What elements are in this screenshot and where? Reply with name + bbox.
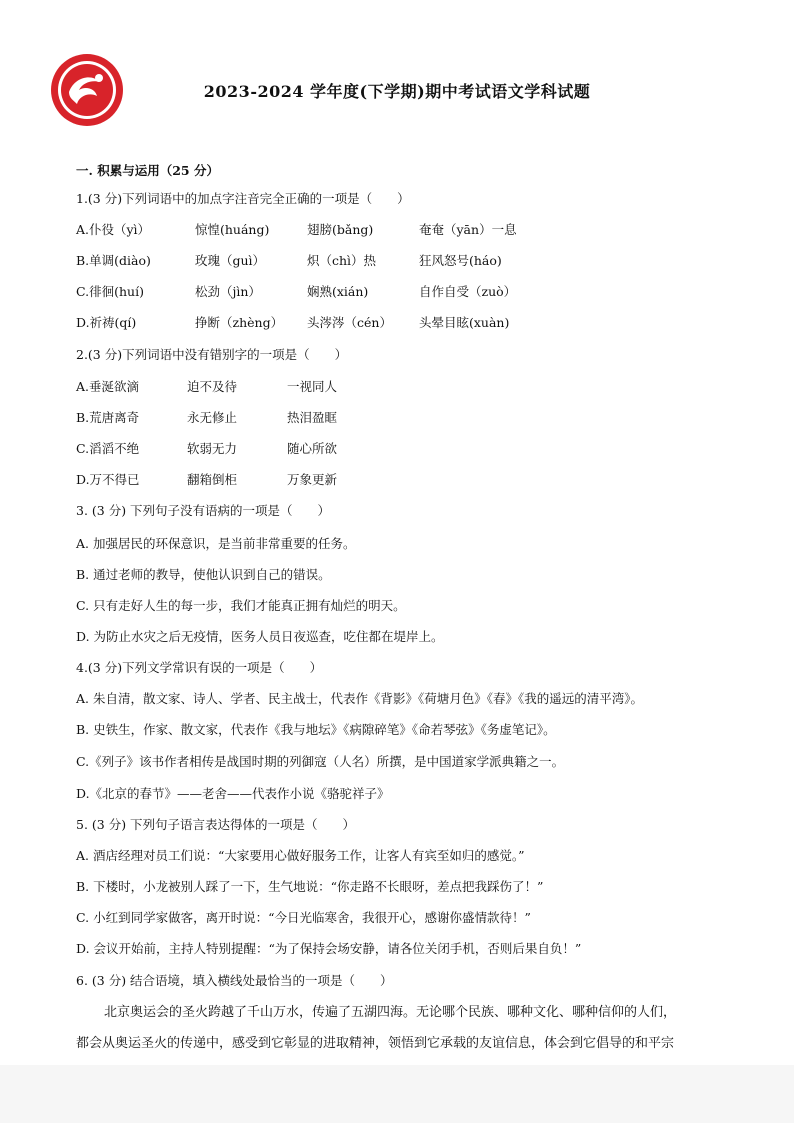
q1-option-a-4: 奄奄（yān）一息 xyxy=(419,222,517,237)
q1-option-a-2: 惊惶(huáng) xyxy=(195,222,270,237)
q5-option-d: D. 会议开始前，主持人特别提醒：“为了保持会场安静，请各位关闭手机，否则后果自负！” xyxy=(76,941,582,956)
q3-option-c: C. 只有走好人生的每一步，我们才能真正拥有灿烂的明天。 xyxy=(76,598,406,613)
q1-option-d-3: 头涔涔（cén） xyxy=(307,315,392,330)
q1-option-d-2: 挣断（zhèng） xyxy=(195,315,284,330)
q3-option-b: B. 通过老师的教导，使他认识到自己的错误。 xyxy=(76,567,331,582)
q2-option-d-3: 万象更新 xyxy=(287,472,338,487)
q1-option-c-3: 娴熟(xián) xyxy=(307,284,369,299)
question-2-stem: 2.(3 分)下列词语中没有错别字的一项是（ ） xyxy=(76,347,348,362)
q3-option-a: A. 加强居民的环保意识，是当前非常重要的任务。 xyxy=(76,536,356,551)
q1-option-c-4: 自作自受（zuò） xyxy=(419,284,517,299)
q6-passage-line-1: 北京奥运会的圣火跨越了千山万水，传遍了五湖四海。无论哪个民族、哪种文化、哪种信仰的人们， xyxy=(104,1005,677,1020)
q2-option-b-3: 热泪盈眶 xyxy=(287,410,338,425)
q1-option-b-1: B.单调(diào) xyxy=(76,253,151,268)
question-4-stem: 4.(3 分)下列文学常识有误的一项是（ ） xyxy=(76,660,323,675)
q1-option-b-3: 炽（chì）热 xyxy=(307,253,377,268)
q4-option-a: A. 朱自清，散文家、诗人、学者、民主战士，代表作《背影》《荷塘月色》《春》《我的遥远的清平湾》。 xyxy=(76,691,643,706)
q2-option-c-2: 软弱无力 xyxy=(187,441,238,456)
q1-option-c-1: C.徘徊(huí) xyxy=(76,284,144,299)
q5-option-a: A. 酒店经理对员工们说：“大家要用心做好服务工作，让客人有宾至如归的感觉。” xyxy=(76,848,525,863)
q1-option-b-2: 玫瑰（guì） xyxy=(195,253,266,268)
q1-option-b-4: 狂风怒号(háo) xyxy=(419,253,502,268)
q4-option-d: D.《北京的春节》——老舍——代表作小说《骆驼祥子》 xyxy=(76,786,390,801)
q2-option-a-1: A.垂涎欲滴 xyxy=(76,379,140,394)
exam-title: 2023-2024 学年度(下学期)期中考试语文学科试题 xyxy=(203,82,591,101)
question-1-stem: 1.(3 分)下列词语中的加点字注音完全正确的一项是（ ） xyxy=(76,191,410,206)
q2-option-b-1: B.荒唐离奇 xyxy=(76,410,140,425)
question-5-stem: 5. (3 分) 下列句子语言表达得体的一项是（ ） xyxy=(76,817,356,832)
q4-option-c: C.《列子》该书作者相传是战国时期的列御寇（人名）所撰，是中国道家学派典籍之一。 xyxy=(76,754,565,769)
q3-option-d: D. 为防止水灾之后无疫情，医务人员日夜巡查，吃住都在堤岸上。 xyxy=(76,629,444,644)
q1-option-d-4: 头晕目眩(xuàn) xyxy=(419,315,510,330)
q5-option-c: C. 小红到同学家做客，离开时说：“今日光临寒舍，我很开心，感谢你盛情款待！” xyxy=(76,910,531,925)
question-6-stem: 6. (3 分) 结合语境，填入横线处最恰当的一项是（ ） xyxy=(76,973,393,988)
q2-option-a-2: 迫不及待 xyxy=(187,379,238,394)
q6-passage-line-2: 都会从奥运圣火的传递中，感受到它彰显的进取精神，领悟到它承载的友谊信息，体会到它倡导的和平宗 xyxy=(76,1036,675,1051)
q2-option-c-1: C.滔滔不绝 xyxy=(76,441,140,456)
q2-option-a-3: 一视同人 xyxy=(287,379,338,394)
q2-option-d-2: 翻箱倒柜 xyxy=(187,472,238,487)
q4-option-b: B. 史铁生，作家、散文家，代表作《我与地坛》《病隙碎笔》《命若琴弦》《务虚笔记》。 xyxy=(76,722,556,737)
q5-option-b: B. 下楼时，小龙被别人踩了一下，生气地说：“你走路不长眼呀，差点把我踩伤了！” xyxy=(76,879,544,894)
q2-option-c-3: 随心所欲 xyxy=(287,441,338,456)
q2-option-b-2: 永无修止 xyxy=(187,410,238,425)
q1-option-a-3: 翅膀(bǎng) xyxy=(307,222,374,237)
q1-option-d-1: D.祈祷(qí) xyxy=(76,315,137,330)
page-bottom-margin xyxy=(0,1065,794,1123)
q1-option-c-2: 松劲（jìn） xyxy=(195,284,261,299)
q2-option-d-1: D.万不得已 xyxy=(76,472,140,487)
section-heading: 一. 积累与运用（25 分） xyxy=(76,163,219,178)
q1-option-a-1: A.仆役（yì） xyxy=(76,222,151,237)
question-3-stem: 3. (3 分) 下列句子没有语病的一项是（ ） xyxy=(76,503,331,518)
